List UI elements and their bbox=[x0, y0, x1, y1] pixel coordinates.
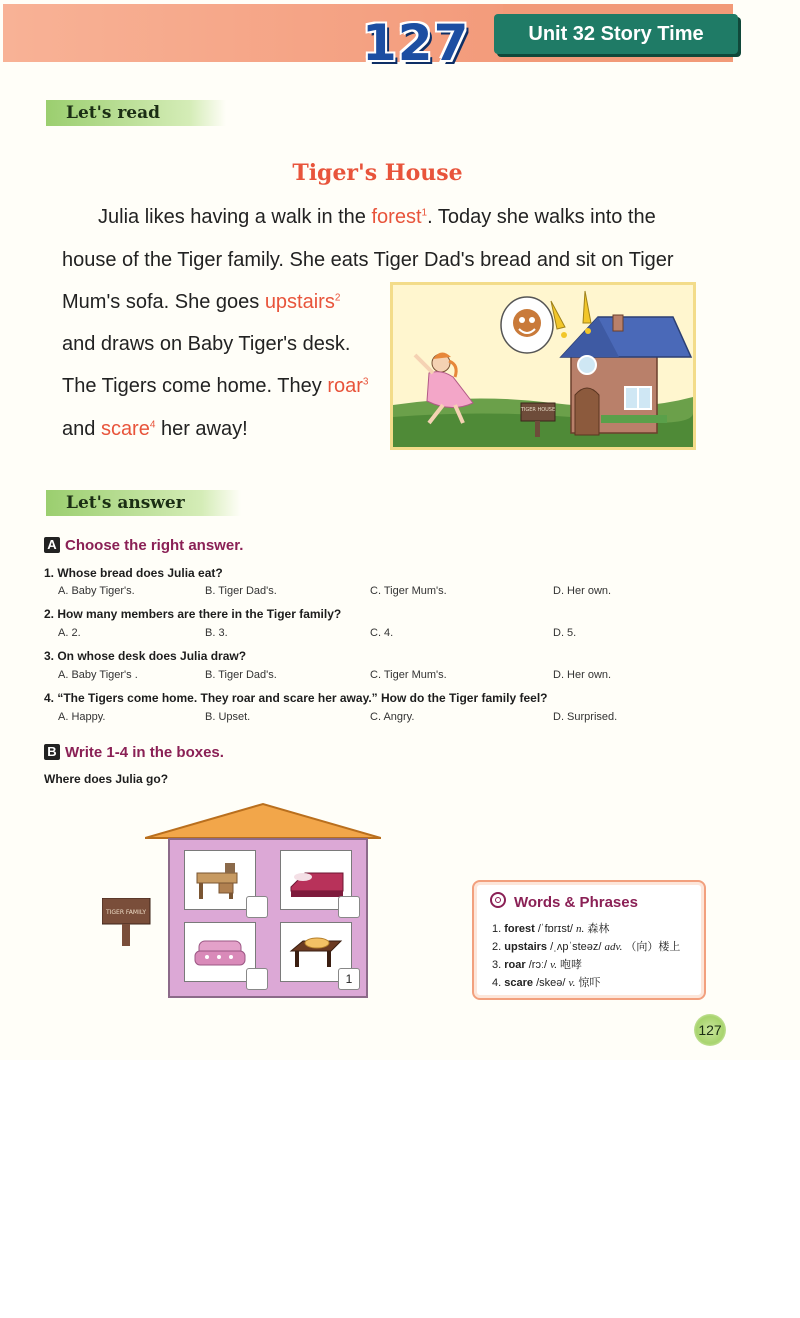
sofa-icon bbox=[185, 923, 255, 981]
question-1-option-d[interactable]: D. Her own. bbox=[553, 585, 612, 597]
question-2-option-a[interactable]: A. 2. bbox=[58, 627, 81, 639]
question-4: 4. “The Tigers come home. They roar and scare her away.” How do the Tiger family feel? bbox=[44, 691, 548, 705]
word-row-3: 3. roar /rɔː/ v. 咆哮 bbox=[492, 959, 583, 971]
answer-box-2[interactable] bbox=[338, 896, 360, 918]
story-illustration bbox=[390, 282, 696, 450]
tiger-house-diagram bbox=[168, 838, 368, 998]
unit-title: Unit 32 Story Time bbox=[494, 14, 738, 54]
vocab-roar: roar bbox=[327, 375, 363, 397]
word-row-2: 2. upstairs /ˌʌpˈsteəz/ adv. （向）楼上 bbox=[492, 941, 681, 953]
vocab-forest: forest bbox=[371, 206, 422, 228]
part-a-badge: A bbox=[44, 537, 60, 553]
question-3-option-a[interactable]: A. Baby Tiger's . bbox=[58, 669, 138, 681]
question-1-option-b[interactable]: B. Tiger Dad's. bbox=[205, 585, 277, 597]
part-b-heading: B Write 1-4 in the boxes. bbox=[44, 744, 224, 761]
question-1-option-a[interactable]: A. Baby Tiger's. bbox=[58, 585, 135, 597]
house-roof bbox=[145, 802, 381, 842]
question-3-option-b[interactable]: B. Tiger Dad's. bbox=[205, 669, 277, 681]
page-number-footer: 127 bbox=[694, 1014, 726, 1046]
tiger-family-sign-text: TIGER FAMILY bbox=[105, 909, 147, 916]
question-2-option-c[interactable]: C. 4. bbox=[370, 627, 394, 639]
question-4-option-d[interactable]: D. Surprised. bbox=[553, 711, 618, 723]
tiger-family-sign bbox=[102, 898, 152, 948]
question-1-option-c[interactable]: C. Tiger Mum's. bbox=[370, 585, 447, 597]
story-line-2: house of the Tiger family. She eats Tiger Dad's bread and sit on Tiger bbox=[62, 249, 674, 271]
words-phrases-title: Words & Phrases bbox=[490, 892, 638, 911]
word-row-1: 1. forest /ˈfɒrɪst/ n. 森林 bbox=[492, 923, 610, 935]
story-line-3: Mum's sofa. She goes upstairs$^2$ bbox=[62, 291, 341, 313]
part-b-badge: B bbox=[44, 744, 60, 760]
question-3-option-d[interactable]: D. Her own. bbox=[553, 669, 612, 681]
story-line-5: The Tigers come home. They roar$^3$ bbox=[62, 375, 369, 397]
vocab-upstairs: upstairs bbox=[264, 291, 335, 313]
lets-read-label: Let's read bbox=[46, 100, 226, 126]
question-2-option-b[interactable]: B. 3. bbox=[205, 627, 228, 639]
words-phrases-box bbox=[472, 880, 706, 1000]
question-3-option-c[interactable]: C. Tiger Mum's. bbox=[370, 669, 447, 681]
question-2-option-d[interactable]: D. 5. bbox=[553, 627, 577, 639]
story-line-1: Julia likes having a walk in the forest$^1$. Today she walks into the bbox=[98, 206, 656, 228]
answer-box-3[interactable] bbox=[246, 968, 268, 990]
question-4-option-a[interactable]: A. Happy. bbox=[58, 711, 106, 723]
story-line-6: and scare$^4$ her away! bbox=[62, 418, 248, 440]
question-3: 3. On whose desk does Julia draw? bbox=[44, 649, 247, 663]
question-2: 2. How many members are there in the Tiger family? bbox=[44, 607, 342, 621]
tiger-house-sign-text: TIGER HOUSE bbox=[520, 407, 556, 413]
story-line-4: and draws on Baby Tiger's desk. bbox=[62, 333, 351, 355]
answer-box-4[interactable]: 1 bbox=[338, 968, 360, 990]
desk-icon bbox=[185, 851, 255, 909]
part-b-question: Where does Julia go? bbox=[44, 772, 169, 786]
vocab-scare: scare bbox=[100, 418, 150, 440]
answer-box-1[interactable] bbox=[246, 896, 268, 918]
bullseye-icon bbox=[490, 892, 506, 908]
question-4-option-c[interactable]: C. Angry. bbox=[370, 711, 415, 723]
page-number-large: 127 bbox=[362, 14, 470, 72]
lets-answer-label: Let's answer bbox=[46, 490, 241, 516]
word-row-4: 4. scare /skeə/ v. 惊吓 bbox=[492, 977, 601, 989]
question-1: 1. Whose bread does Julia eat? bbox=[44, 566, 223, 580]
question-4-option-b[interactable]: B. Upset. bbox=[205, 711, 251, 723]
story-title: Tiger's House bbox=[292, 160, 463, 186]
part-a-heading: A Choose the right answer. bbox=[44, 537, 243, 554]
